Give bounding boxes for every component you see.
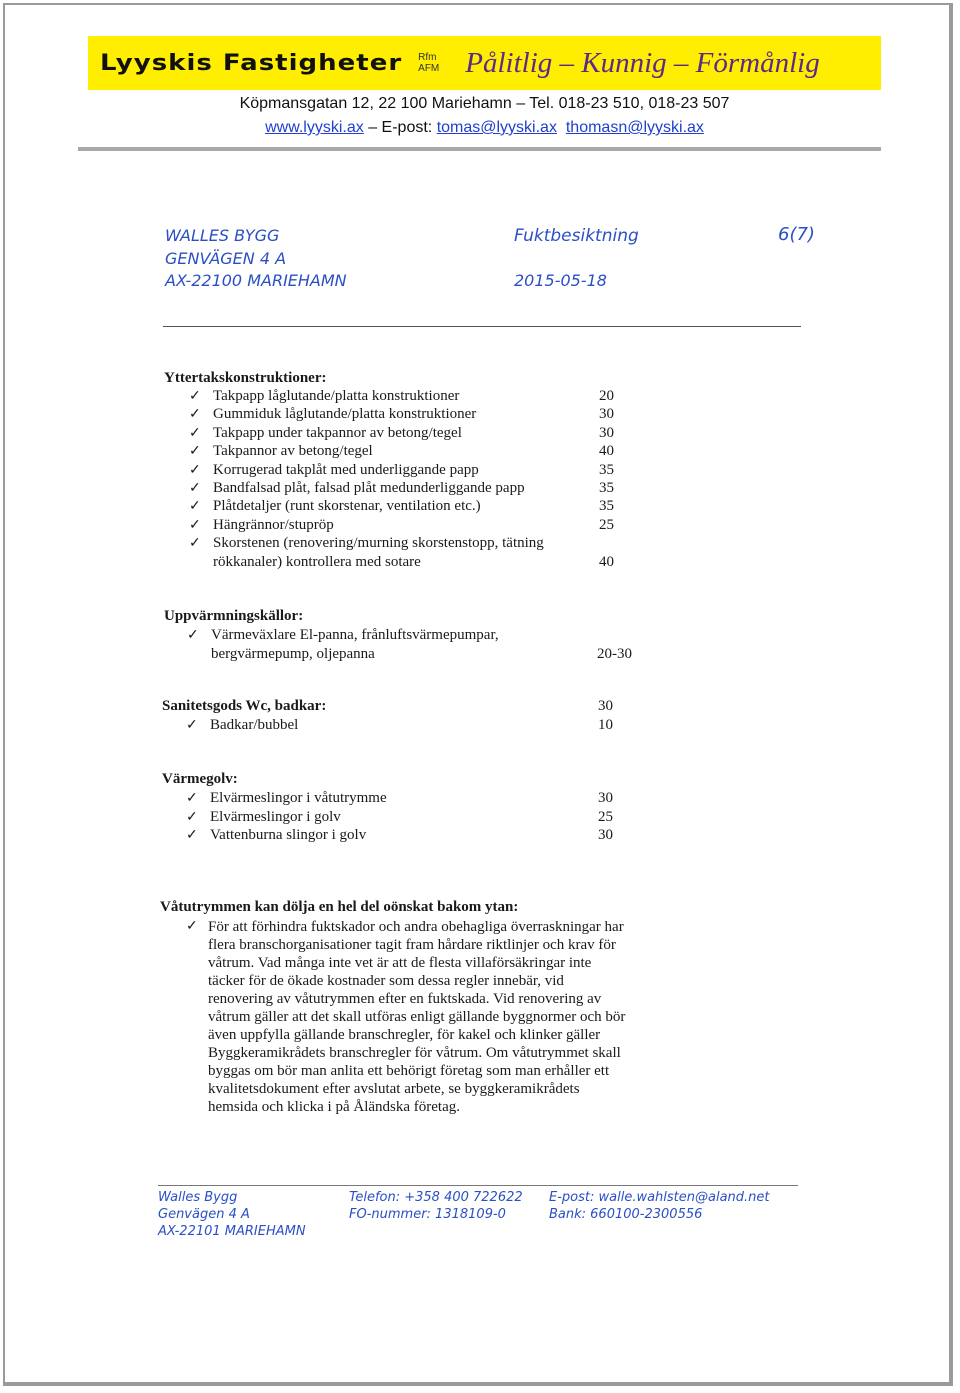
company-banner	[88, 36, 881, 90]
letterhead-company: WALLES BYGG	[165, 226, 280, 245]
check-mark-icon: ✓	[187, 628, 199, 643]
check-mark-icon: ✓	[189, 444, 201, 460]
page-number: 6(7)	[778, 224, 815, 245]
list-item-value: 40	[599, 553, 614, 570]
uppvarmning-line-2: bergvärmepump, oljepanna	[211, 646, 375, 662]
address-line: Köpmansgatan 12, 22 100 Mariehamn – Tel. 018-23 510, 018-23 507	[239, 95, 730, 112]
check-mark-icon: ✓	[189, 389, 201, 404]
list-item-value: 25	[598, 808, 613, 825]
sanitet-title-value: 30	[598, 698, 613, 714]
afm-text: AFM	[418, 63, 440, 74]
footer-street: Genvägen 4 A	[158, 1207, 250, 1222]
sanitet-item: Badkar/bubbel	[210, 717, 299, 733]
header-divider	[78, 147, 881, 151]
list-item-value: 35	[599, 480, 614, 496]
footer-fo-number: FO-nummer: 1318109-0	[349, 1207, 506, 1222]
list-item-label: Plåtdetaljer (runt skorstenar, ventilation etc.)	[213, 498, 481, 515]
check-mark-icon: ✓	[186, 718, 198, 733]
letterhead-street: GENVÄGEN 4 A	[165, 249, 287, 268]
check-mark-icon: ✓	[186, 828, 198, 843]
document-title: Fuktbesiktning	[514, 226, 639, 246]
page-border	[3, 3, 953, 1386]
email-link-2[interactable]: thomasn@lyyski.ax	[565, 119, 704, 136]
list-item-label: Takpapp låglutande/platta konstruktioner	[213, 388, 460, 404]
list-item-label: rökkanaler) kontrollera med sotare	[213, 553, 421, 570]
uppvarmning-value: 20-30	[597, 646, 632, 662]
email-link-1[interactable]: tomas@lyyski.ax	[436, 119, 557, 136]
email-label: – E-post:	[363, 119, 437, 136]
list-item-value: 40	[599, 443, 614, 460]
list-item-value: 25	[599, 516, 614, 533]
list-item-value: 30	[598, 827, 613, 843]
company-logo: Lyyskis Fastigheter	[100, 50, 403, 76]
list-item-label: Takpapp under takpannor av betong/tegel	[213, 424, 462, 441]
check-mark-icon: ✓	[186, 791, 198, 806]
check-mark-icon: ✓	[189, 517, 201, 533]
sanitet-item-value: 10	[598, 717, 613, 733]
list-item-label: Skorstenen (renovering/murning skorstenstopp, tätning	[213, 535, 544, 552]
check-mark-icon: ✓	[186, 809, 198, 825]
footer-email: E-post: walle.wahlsten@aland.net	[549, 1190, 770, 1205]
list-item-label: Korrugerad takplåt med underliggande papp	[213, 461, 479, 478]
section-title-vatrum: Våtutrymmen kan dölja en hel del oönskat bakom ytan:	[160, 899, 519, 915]
list-item-label: Bandfalsad plåt, falsad plåt medunderliggande papp	[213, 480, 525, 496]
list-item-label: Gummiduk låglutande/platta konstruktioner	[213, 406, 477, 423]
document-date: 2015-05-18	[514, 271, 607, 290]
check-mark-icon: ✓	[189, 462, 201, 478]
rfm-afm-mark	[418, 52, 439, 74]
footer-phone: Telefon: +358 400 722622	[349, 1190, 523, 1205]
list-item-label: Elvärmeslingor i golv	[210, 808, 341, 825]
list-item-label: Vattenburna slingor i golv	[210, 827, 367, 843]
footer-company: Walles Bygg	[158, 1190, 238, 1205]
slogan: Pålitlig – Kunnig – Förmånlig	[465, 46, 820, 79]
footer-rule	[158, 1185, 798, 1186]
list-item-value: 30	[598, 790, 613, 806]
check-mark-icon: ✓	[189, 499, 201, 515]
letterhead-city: AX-22100 MARIEHAMN	[165, 271, 347, 290]
list-item-value: 35	[599, 461, 614, 478]
list-item-label: Takpannor av betong/tegel	[213, 443, 373, 460]
section-title-yttertak: Yttertakskonstruktioner:	[164, 370, 327, 386]
list-item-value: 30	[599, 424, 614, 441]
vatrum-paragraph: För att förhindra fuktskador och andra obehagliga överraskningar har flera branschorganisationer tagit fram hårdare riktlinjer och krav för våtrum. Vad många inte vet är att de flesta villaförsäkringar inte täcker för de ökade kostnader som dessa regler innebär, vid renovering av våtutrymmen efter en fuktskada. Vid renovering av våtrum gäller att det skall utföras enligt gällande byggnormer och bör även uppfylla gällande branschregler, för kakel och klinker gäller Byggkeramikrådets branschregler för våtrum. Om våtutrymmet skall byggas om bör man anlita ett behörigt företag som man erhåller ett kvalitetsdokument efter avslutat arbete, se byggkeramikrådets hemsida och klicka i på Åländska företag.	[208, 919, 626, 1115]
list-item-value: 35	[599, 498, 614, 515]
check-mark-icon: ✓	[189, 407, 201, 423]
website-link[interactable]: www.lyyski.ax	[265, 119, 364, 136]
footer-city: AX-22101 MARIEHAMN	[158, 1224, 306, 1239]
contact-links	[88, 119, 881, 137]
footer-bank: Bank: 660100-2300556	[549, 1207, 703, 1222]
list-item-label: Hängrännor/stupröр	[213, 516, 334, 533]
rfm-text: Rfm	[418, 52, 437, 63]
list-item-value: 20	[599, 388, 614, 404]
section-title-uppvarmning: Uppvärmningskällor:	[164, 608, 304, 624]
list-item-label: Elvärmeslingor i våtutrymme	[210, 790, 387, 806]
check-mark-icon: ✓	[189, 425, 201, 441]
check-mark-icon: ✓	[189, 536, 201, 552]
list-item-value: 30	[599, 406, 614, 423]
check-mark-icon: ✓	[186, 919, 198, 934]
section-title-sanitet: Sanitetsgods Wc, badkar:	[162, 698, 327, 714]
uppvarmning-line-1: Värmeväxlare El-panna, frånluftsvärmepumpar,	[211, 627, 499, 643]
letterhead-rule	[163, 326, 801, 327]
section-title-varmegolv: Värmegolv:	[162, 771, 238, 787]
check-mark-icon: ✓	[189, 481, 201, 496]
